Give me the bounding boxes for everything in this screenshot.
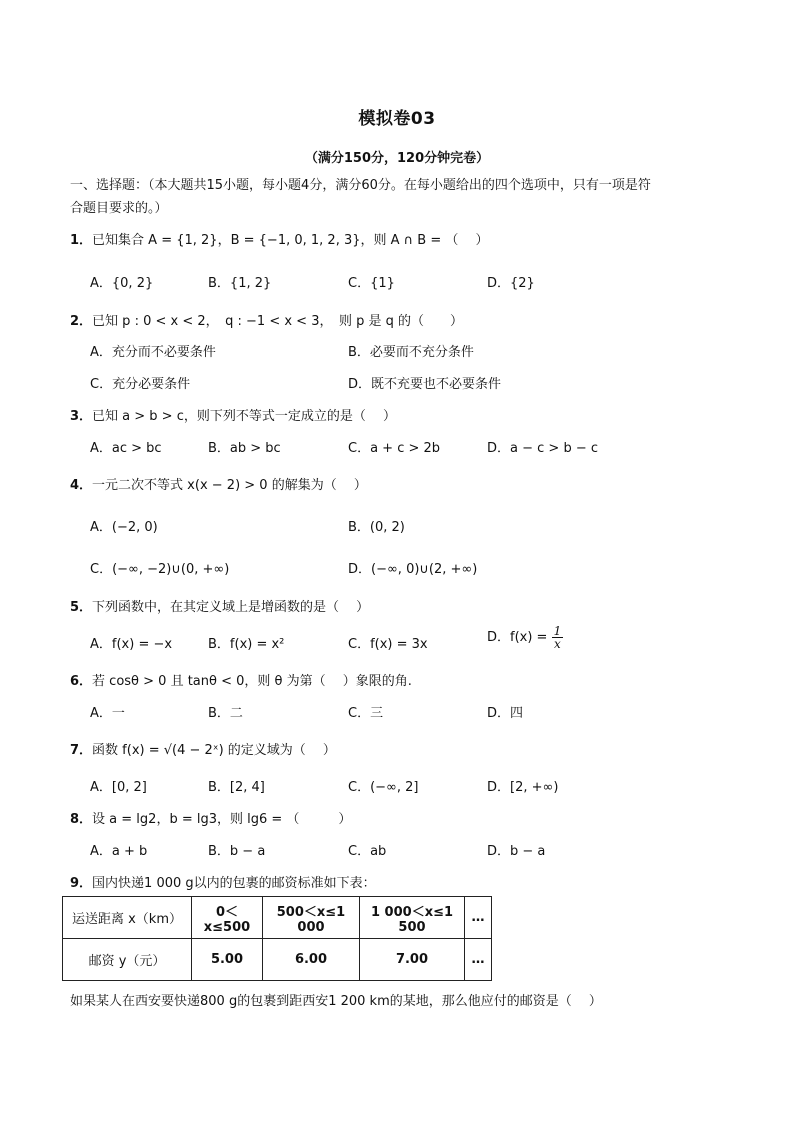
question-number: 6． — [70, 674, 93, 689]
question-stem: 国内快递1 000 g以内的包裹的邮资标准如下表： — [92, 876, 376, 891]
q4-option-c[interactable]: C．(−∞, −2)∪(0, +∞) — [90, 562, 230, 577]
question-number: 9． — [70, 876, 93, 891]
question-stem: 已知 a > b > c，则下列不等式一定成立的是（ ） — [92, 409, 396, 424]
q8-option-d[interactable]: D．b − a — [487, 844, 546, 859]
fraction-numerator: 1 — [553, 624, 562, 638]
table-cell: 6.00 — [263, 939, 360, 981]
q7-option-d[interactable]: D．[2, +∞) — [487, 780, 559, 795]
q5-option-d[interactable] — [487, 625, 563, 650]
question-number: 5． — [70, 600, 93, 615]
question-number: 4． — [70, 478, 93, 493]
q3-option-a[interactable]: A．ac > bc — [90, 441, 162, 456]
q8-option-c[interactable]: C．ab — [348, 844, 387, 859]
question-9 — [70, 872, 730, 891]
question-6 — [70, 670, 730, 689]
q3-option-b[interactable]: B．ab > bc — [208, 441, 281, 456]
q5-option-c[interactable]: C．f(x) = 3x — [348, 637, 428, 652]
question-number: 7． — [70, 743, 93, 758]
q7-option-a[interactable]: A．[0, 2] — [90, 780, 147, 795]
q3-option-d[interactable]: D．a − c > b − c — [487, 441, 598, 456]
q6-option-a[interactable]: A．一 — [90, 706, 125, 721]
question-9-followup: 如果某人在西安要快递800 g的包裹到距西安1 200 km的某地，那么他应付的邮资是（ ） — [70, 994, 602, 1009]
table-cell: 0＜x≤500 — [192, 897, 263, 939]
q1-option-a[interactable]: A．{0, 2} — [90, 276, 154, 291]
table-row — [63, 897, 492, 939]
question-number: 3． — [70, 409, 93, 424]
q2-option-c[interactable]: C．充分必要条件 — [90, 377, 191, 392]
question-number: 8． — [70, 812, 93, 827]
table-cell: … — [465, 939, 492, 981]
section-line-1: 一、选择题：（本大题共15小题，每小题4分，满分60分。在每小题给出的四个选项中，只有一项是符 — [70, 178, 651, 193]
q8-option-b[interactable]: B．b − a — [208, 844, 266, 859]
q6-option-d[interactable]: D．四 — [487, 706, 524, 721]
q5-option-a[interactable]: A．f(x) = −x — [90, 637, 173, 652]
postage-table — [62, 896, 492, 981]
question-stem: 函数 f(x) = √(4 − 2ˣ) 的定义域为（ ） — [92, 743, 336, 758]
section-line-2: 合题目要求的。） — [70, 201, 168, 216]
q1-option-c[interactable]: C．{1} — [348, 276, 395, 291]
page-title: 模拟卷03 — [358, 109, 436, 129]
table-cell: 邮资 y（元） — [63, 939, 192, 981]
question-stem: 已知集合 A = {1, 2}，B = {−1, 0, 1, 2, 3}，则 A ∩ B = （ ） — [92, 233, 489, 248]
question-5 — [70, 596, 730, 615]
table-cell: 1 000＜x≤1 500 — [360, 897, 465, 939]
question-1 — [70, 229, 730, 248]
table-cell: 5.00 — [192, 939, 263, 981]
q6-option-b[interactable]: B．二 — [208, 706, 243, 721]
question-7 — [70, 739, 730, 758]
question-3 — [70, 405, 730, 424]
q4-option-d[interactable]: D．(−∞, 0)∪(2, +∞) — [348, 562, 478, 577]
q3-option-c[interactable]: C．a + c > 2b — [348, 441, 441, 456]
page-subtitle: （满分150分，120分钟完卷） — [304, 151, 490, 166]
question-4 — [70, 474, 730, 493]
q8-option-a[interactable]: A．a + b — [90, 844, 148, 859]
section-instructions — [70, 174, 730, 220]
fraction-denominator: x — [554, 637, 561, 651]
table-cell: 7.00 — [360, 939, 465, 981]
q4-option-a[interactable]: A．(−2, 0) — [90, 520, 158, 535]
q4-option-b[interactable]: B．(0, 2) — [348, 520, 405, 535]
question-8 — [70, 808, 730, 827]
table-row — [63, 939, 492, 981]
q7-option-b[interactable]: B．[2, 4] — [208, 780, 265, 795]
question-stem: 已知 p : 0 < x < 2， q : −1 < x < 3， 则 p 是 q 的（ ） — [92, 314, 463, 329]
table-cell: 500＜x≤1 000 — [263, 897, 360, 939]
q6-option-c[interactable]: C．三 — [348, 706, 384, 721]
question-number: 2． — [70, 314, 93, 329]
question-stem: 设 a = lg2，b = lg3，则 lg6 = （ ） — [92, 812, 352, 827]
question-stem: 一元二次不等式 x(x − 2) > 0 的解集为（ ） — [92, 478, 367, 493]
question-stem: 下列函数中，在其定义域上是增函数的是（ ） — [92, 600, 370, 615]
q2-option-b[interactable]: B．必要而不充分条件 — [348, 345, 474, 360]
q5-option-b[interactable]: B．f(x) = x² — [208, 637, 285, 652]
table-cell: 运送距离 x（km） — [63, 897, 192, 939]
question-2 — [70, 310, 730, 329]
q7-option-c[interactable]: C．(−∞, 2] — [348, 780, 419, 795]
q2-option-a[interactable]: A．充分而不必要条件 — [90, 345, 216, 360]
q1-option-b[interactable]: B．{1, 2} — [208, 276, 272, 291]
table-cell: … — [465, 897, 492, 939]
q2-option-d[interactable]: D．既不充要也不必要条件 — [348, 377, 502, 392]
question-number: 1． — [70, 233, 93, 248]
q1-option-d[interactable]: D．{2} — [487, 276, 535, 291]
question-stem: 若 cosθ > 0 且 tanθ < 0，则 θ 为第（ ）象限的角. — [92, 674, 412, 689]
q5-option-d-label: D．f(x) = — [487, 630, 552, 645]
fraction — [552, 625, 564, 650]
